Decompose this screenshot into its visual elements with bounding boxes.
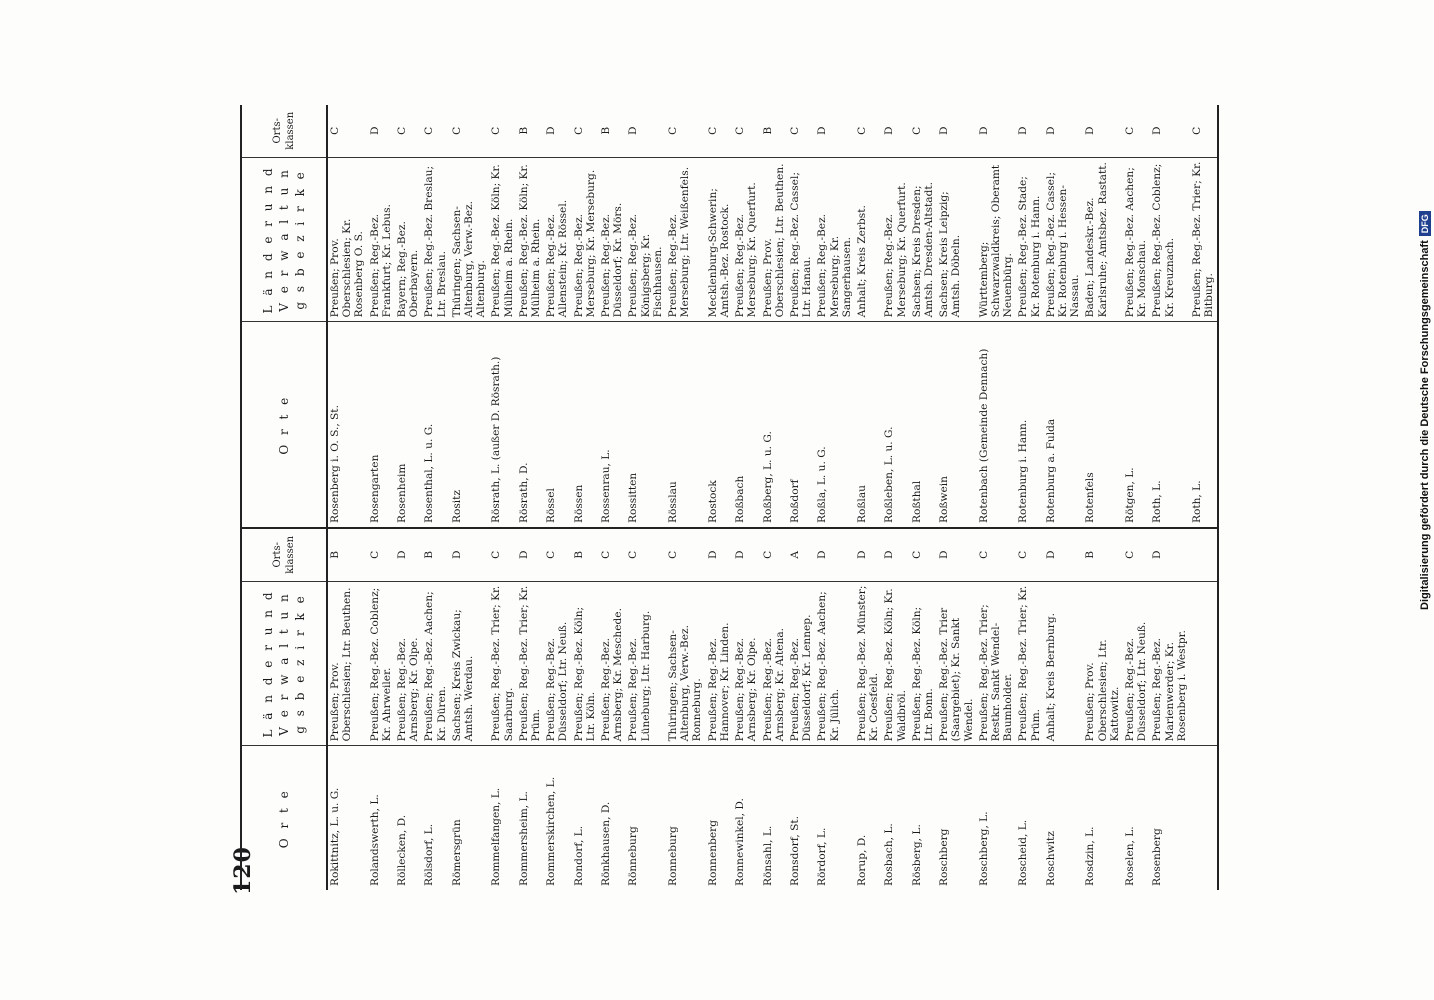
page-number: 120: [230, 846, 256, 895]
left-klasse-cell: C: [489, 528, 516, 581]
header-orte-right: O r t e: [241, 322, 327, 528]
left-land-cell: Preußen; Reg.-Bez. Coblenz; Kr. Ahrweiler.: [368, 581, 395, 746]
table-row: [1016, 105, 1043, 890]
left-land-cell: Preußen; Reg.-Bez. Arnsberg; Kr. Altena.: [761, 581, 788, 746]
left-land-cell: Preußen; Reg.-Bez. Arnsberg; Kr. Olpe.: [395, 581, 422, 746]
left-klasse-cell: B: [327, 528, 368, 581]
right-land-cell: Preußen; Reg.-Bez. Coblenz; Kr. Kreuznach.: [1150, 157, 1190, 322]
right-land-cell: Preußen; Reg.-Bez. Frankfurt; Kr. Lebus.: [368, 157, 395, 322]
table-row: [626, 105, 666, 890]
left-klasse-cell: D: [733, 528, 760, 581]
table-row: [599, 105, 626, 890]
left-klasse-cell: C: [977, 528, 1017, 581]
left-land-cell: Preußen; Reg.-Bez. Düsseldorf; Ltr. Neuß.: [544, 581, 571, 746]
right-klasse-cell: C: [910, 126, 923, 135]
right-klasse-cell: C: [1191, 126, 1203, 135]
left-ort-cell: Roschberg: [937, 746, 977, 890]
right-ort-cell: Rössen: [572, 322, 599, 528]
right-ort-cell: Rotenburg i. Hann.: [1016, 322, 1043, 528]
right-ort-cell: Roßwein: [937, 322, 977, 528]
right-klasse-cell: C: [1123, 126, 1136, 135]
right-ort-cell: Rösrath, D.: [517, 322, 544, 528]
left-land-cell: Preußen; Reg.-Bez. Köln; Ltr. Bonn.: [910, 581, 937, 746]
right-klasse-cell: C: [490, 126, 503, 135]
right-klasse-cell: D: [1151, 126, 1164, 136]
left-land-cell: Preußen; Reg.-Bez. Arnsberg; Kr. Olpe.: [733, 581, 760, 746]
right-land-cell: Preußen; Reg.-Bez. Merseburg; Kr. Querfurt.: [733, 157, 760, 322]
table-row: [368, 105, 395, 890]
left-ort-cell: Rorup, D.: [855, 746, 882, 890]
left-klasse-cell: B: [1083, 528, 1123, 581]
left-klasse-cell: D: [1044, 528, 1084, 581]
left-land-cell: Preußen; Prov. Oberschlesien; Ltr. Kattowitz.: [1083, 581, 1123, 746]
right-klasse-cell: C: [396, 126, 409, 135]
table-row: [395, 105, 422, 890]
right-land-cell: Preußen; Reg.-Bez. Cassel; Ltr. Hanau.: [788, 157, 815, 322]
table-row: [422, 105, 449, 890]
right-klasse-cell: D: [816, 126, 829, 136]
table-row: [855, 105, 882, 890]
right-ort-cell: Roth, L.: [1190, 322, 1218, 528]
left-klasse-cell: C: [599, 528, 626, 581]
right-klasse-cell: D: [545, 126, 558, 136]
left-klasse-cell: B: [422, 528, 449, 581]
table-row: [937, 105, 977, 890]
right-klasse-cell: C: [667, 126, 680, 135]
right-ort-cell: Rositz: [450, 322, 490, 528]
left-ort-cell: Rokittnitz, L. u. G.: [327, 746, 368, 890]
left-land-cell: Preußen; Reg.-Bez. Trier; Kr. Prüm.: [517, 581, 544, 746]
dfg-note-text: Digitalisierung gefördert durch die Deutsche Forschungsgemeinschaft: [1419, 240, 1431, 610]
table-row: [761, 105, 788, 890]
places-table: [240, 105, 1219, 890]
right-klasse-cell: B: [761, 126, 774, 135]
right-ort-cell: Rossitten: [626, 322, 666, 528]
left-ort-cell: Rommersheim, L.: [517, 746, 544, 890]
right-land-cell: Preußen; Reg.-Bez. Merseburg; Kr. Sangerhausen.: [815, 157, 855, 322]
left-ort-cell: Rosdzin, L.: [1083, 746, 1123, 890]
right-land-cell: Preußen; Reg.-Bez. Düsseldorf; Kr. Mörs.: [599, 157, 626, 322]
right-land-cell: Preußen; Reg.-Bez. Merseburg; Ltr. Weißenfels.: [666, 157, 706, 322]
right-land-cell: Preußen; Reg.-Bez. Aachen; Kr. Monschau.: [1123, 157, 1150, 322]
table-row: [1083, 105, 1123, 890]
right-klasse-cell: C: [572, 126, 585, 135]
header-laender-right: L ä n d e r u n d V e r w a l t u n g s b e z i r k e: [241, 157, 327, 322]
left-land-cell: Thüringen; Sachsen-Altenburg, Verw.-Bez. Ronneburg.: [666, 581, 706, 746]
right-klasse-cell: C: [734, 126, 747, 135]
right-ort-cell: Roßla, L. u. G.: [815, 322, 855, 528]
left-land-cell: Preußen; Reg.-Bez. Marienwerder; Kr. Rosenberg i. Westpr.: [1150, 581, 1190, 746]
header-orte-left: O r t e: [241, 746, 327, 890]
left-klasse-cell: D: [517, 528, 544, 581]
right-land-cell: Thüringen; Sachsen-Altenburg, Verw.-Bez. Altenburg.: [450, 157, 490, 322]
right-ort-cell: Roßthal: [910, 322, 937, 528]
left-land-cell: Preußen; Reg.-Bez. Düsseldorf; Kr. Lennep.: [788, 581, 815, 746]
table-row: [1190, 105, 1218, 890]
right-land-cell: Preußen; Reg.-Bez. Trier; Kr. Bitburg.: [1190, 157, 1218, 322]
left-land-cell: [1190, 581, 1218, 746]
right-klasse-cell: B: [517, 126, 530, 135]
right-klasse-cell: D: [1017, 126, 1030, 136]
table-row: [450, 105, 490, 890]
right-ort-cell: Rossenrau, L.: [599, 322, 626, 528]
left-ort-cell: Rommerskirchen, L.: [544, 746, 571, 890]
table-row: [977, 105, 1017, 890]
left-ort-cell: Ronnewinkel, D.: [733, 746, 760, 890]
left-ort-cell: Ronneburg: [666, 746, 706, 890]
left-klasse-cell: D: [815, 528, 855, 581]
right-ort-cell: Roßlau: [855, 322, 882, 528]
right-klasse-cell: C: [855, 126, 868, 135]
left-klasse-cell: B: [572, 528, 599, 581]
right-land-cell: Preußen; Reg.-Bez. Königsberg; Kr. Fischhausen.: [626, 157, 666, 322]
left-klasse-cell: C: [1016, 528, 1043, 581]
right-ort-cell: Rösslau: [666, 322, 706, 528]
left-klasse-cell: D: [1150, 528, 1190, 581]
left-klasse-cell: D: [855, 528, 882, 581]
left-land-cell: Preußen; Reg.-Bez. Köln; Ltr. Köln.: [572, 581, 599, 746]
right-ort-cell: Rosenberg i. O. S., St.: [327, 322, 368, 528]
right-klasse-cell: C: [329, 126, 341, 135]
right-land-cell: Preußen; Reg.-Bez. Breslau; Ltr. Breslau.: [422, 157, 449, 322]
left-land-cell: Anhalt; Kreis Bernburg.: [1044, 581, 1084, 746]
table-row: [544, 105, 571, 890]
right-ort-cell: Rostock: [706, 322, 733, 528]
right-land-cell: Anhalt; Kreis Zerbst.: [855, 157, 882, 322]
left-land-cell: Sachsen; Kreis Zwickau; Amtsh. Werdau.: [450, 581, 490, 746]
table-row: [572, 105, 599, 890]
right-land-cell: Preußen; Prov. Oberschlesien; Ltr. Beuthen.: [761, 157, 788, 322]
header-laender-left: L ä n d e r u n d V e r w a l t u n g s b e z i r k e: [241, 581, 327, 746]
left-ort-cell: Roscheid, L.: [1016, 746, 1043, 890]
left-ort-cell: Römersgrün: [450, 746, 490, 890]
right-ort-cell: Rotenfels: [1083, 322, 1123, 528]
right-ort-cell: Rössel: [544, 322, 571, 528]
table-row: [1150, 105, 1190, 890]
table-row: [489, 105, 516, 890]
left-ort-cell: Rönneburg: [626, 746, 666, 890]
right-land-cell: Preußen; Reg.-Bez. Allenstein; Kr. Rössel.: [544, 157, 571, 322]
right-klasse-cell: D: [883, 126, 896, 136]
right-ort-cell: Rosenthal, L. u. G.: [422, 322, 449, 528]
right-ort-cell: Rotenburg a. Fulda: [1044, 322, 1084, 528]
left-ort-cell: Rondorf, L.: [572, 746, 599, 890]
left-klasse-cell: C: [544, 528, 571, 581]
left-ort-cell: Ronsdorf, St.: [788, 746, 815, 890]
left-ort-cell: Roschberg, L.: [977, 746, 1017, 890]
right-land-cell: Württemberg; Schwarzwaldkreis; Oberamt Neuenbürg.: [977, 157, 1017, 322]
table-header-row: [241, 105, 327, 890]
left-ort-cell: Rördorf, L.: [815, 746, 855, 890]
left-klasse-cell: A: [788, 528, 815, 581]
left-klasse-cell: C: [1123, 528, 1150, 581]
left-klasse-cell: C: [368, 528, 395, 581]
left-ort-cell: Röllecken, D.: [395, 746, 422, 890]
left-klasse-cell: D: [937, 528, 977, 581]
left-land-cell: Preußen; Reg.-Bez. Trier; Restkr. Sankt Wendel-Baumholder.: [977, 581, 1017, 746]
left-ort-cell: Rönsahl, L.: [761, 746, 788, 890]
left-ort-cell: Rolandswerth, L.: [368, 746, 395, 890]
left-land-cell: Preußen; Reg.-Bez. Aachen; Kr. Düren.: [422, 581, 449, 746]
left-klasse-cell: C: [910, 528, 937, 581]
right-ort-cell: Rosenheim: [395, 322, 422, 528]
left-land-cell: Preußen; Reg.-Bez. Aachen; Kr. Jülich.: [815, 581, 855, 746]
table-row: [910, 105, 937, 890]
right-ort-cell: Rötgen, L.: [1123, 322, 1150, 528]
right-land-cell: Sachsen; Kreis Dresden; Amtsh. Dresden-Altstadt.: [910, 157, 937, 322]
right-klasse-cell: D: [368, 126, 381, 136]
right-ort-cell: Roth, L.: [1150, 322, 1190, 528]
right-land-cell: Preußen; Reg.-Bez. Cassel; Kr. Rotenburg i. Hessen-Nassau.: [1044, 157, 1084, 322]
right-ort-cell: Rotenbach (Gemeinde Dennach): [977, 322, 1017, 528]
right-ort-cell: Rösrath, L. (außer D. Rösrath.): [489, 322, 516, 528]
left-land-cell: Preußen; Reg.-Bez. Trier; Kr. Prüm.: [1016, 581, 1043, 746]
left-klasse-cell: [1190, 528, 1218, 581]
left-land-cell: Preußen; Reg.-Bez. Münster; Kr. Coesfeld.: [855, 581, 882, 746]
table-row: [1044, 105, 1084, 890]
left-klasse-cell: C: [626, 528, 666, 581]
left-klasse-cell: C: [761, 528, 788, 581]
rotated-page-content: [230, 105, 1216, 895]
right-land-cell: Baden; Landeskr.-Bez. Karlsruhe; Amtsbez. Rastatt.: [1083, 157, 1123, 322]
left-klasse-cell: D: [882, 528, 909, 581]
dfg-side-note: [1418, 10, 1432, 610]
left-ort-cell: Rosbach, L.: [882, 746, 909, 890]
left-land-cell: Preußen; Reg.-Bez. Arnsberg; Kr. Meschede.: [599, 581, 626, 746]
left-land-cell: Preußen; Reg.-Bez. Lüneburg; Ltr. Harburg.: [626, 581, 666, 746]
right-klasse-cell: C: [423, 126, 436, 135]
left-ort-cell: Ronnenberg: [706, 746, 733, 890]
right-klasse-cell: D: [977, 126, 990, 136]
right-klasse-cell: B: [600, 126, 613, 135]
right-ort-cell: Roßbach: [733, 322, 760, 528]
right-land-cell: Preußen; Reg.-Bez. Köln; Kr. Mülheim a. Rhein.: [517, 157, 544, 322]
right-klasse-cell: D: [1084, 126, 1097, 136]
left-ort-cell: Roselen, L.: [1123, 746, 1150, 890]
right-ort-cell: Roßberg, L. u. G.: [761, 322, 788, 528]
right-land-cell: Mecklenburg-Schwerin; Amtsh.-Bez. Rostock.: [706, 157, 733, 322]
table-row: [882, 105, 909, 890]
table-row: [327, 105, 368, 890]
left-ort-cell: Rommelfangen, L.: [489, 746, 516, 890]
left-ort-cell: Rölsdorf, L.: [422, 746, 449, 890]
right-klasse-cell: D: [1044, 126, 1057, 136]
right-ort-cell: Roßleben, L. u. G.: [882, 322, 909, 528]
table-row: [517, 105, 544, 890]
left-land-cell: Preußen; Reg.-Bez. Hannover; Kr. Linden.: [706, 581, 733, 746]
table-body: [327, 105, 1218, 890]
right-land-cell: Preußen; Reg.-Bez. Merseburg; Kr. Querfurt.: [882, 157, 909, 322]
right-land-cell: Bayern; Reg.-Bez. Oberbayern.: [395, 157, 422, 322]
header-ortsklassen-left: Orts- klassen: [241, 528, 327, 581]
header-ortsklassen-right: Orts- klassen: [241, 105, 327, 157]
left-land-cell: Preußen; Reg.-Bez. Trier; Kr. Saarburg.: [489, 581, 516, 746]
table-row: [733, 105, 760, 890]
left-klasse-cell: C: [666, 528, 706, 581]
left-ort-cell: Rosenberg: [1150, 746, 1190, 890]
right-land-cell: Preußen; Reg.-Bez. Stade; Kr. Rotenburg i. Hann.: [1016, 157, 1043, 322]
dfg-logo-badge: DFG: [1419, 211, 1431, 236]
right-klasse-cell: D: [627, 126, 640, 136]
right-klasse-cell: D: [938, 126, 951, 136]
right-ort-cell: Rosengarten: [368, 322, 395, 528]
left-klasse-cell: D: [706, 528, 733, 581]
left-land-cell: Preußen; Reg.-Bez. Düsseldorf; Ltr. Neuß.: [1123, 581, 1150, 746]
left-ort-cell: [1190, 746, 1218, 890]
left-land-cell: Preußen; Reg.-Bez. Trier (Saargebiet); Kr. Sankt Wendel.: [937, 581, 977, 746]
table-row: [706, 105, 733, 890]
right-land-cell: Sachsen; Kreis Leipzig; Amtsh. Döbeln.: [937, 157, 977, 322]
table-row: [815, 105, 855, 890]
left-ort-cell: Rönkhausen, D.: [599, 746, 626, 890]
right-land-cell: Preußen; Prov. Oberschlesien; Kr. Rosenberg O. S.: [327, 157, 368, 322]
left-ort-cell: Roschwitz: [1044, 746, 1084, 890]
right-land-cell: Preußen; Reg.-Bez. Köln; Kr. Mülheim a. Rhein.: [489, 157, 516, 322]
table-row: [666, 105, 706, 890]
table-row: [788, 105, 815, 890]
left-klasse-cell: D: [395, 528, 422, 581]
left-ort-cell: Rösberg, L.: [910, 746, 937, 890]
table-row: [1123, 105, 1150, 890]
right-land-cell: Preußen; Reg.-Bez. Merseburg; Kr. Merseburg.: [572, 157, 599, 322]
right-ort-cell: Roßdorf: [788, 322, 815, 528]
left-land-cell: Preußen; Reg.-Bez. Köln; Kr. Waldbröl.: [882, 581, 909, 746]
left-land-cell: Preußen; Prov. Oberschlesien; Ltr. Beuthen.: [327, 581, 368, 746]
right-klasse-cell: C: [788, 126, 801, 135]
right-klasse-cell: C: [450, 126, 463, 135]
right-klasse-cell: C: [706, 126, 719, 135]
left-klasse-cell: D: [450, 528, 490, 581]
